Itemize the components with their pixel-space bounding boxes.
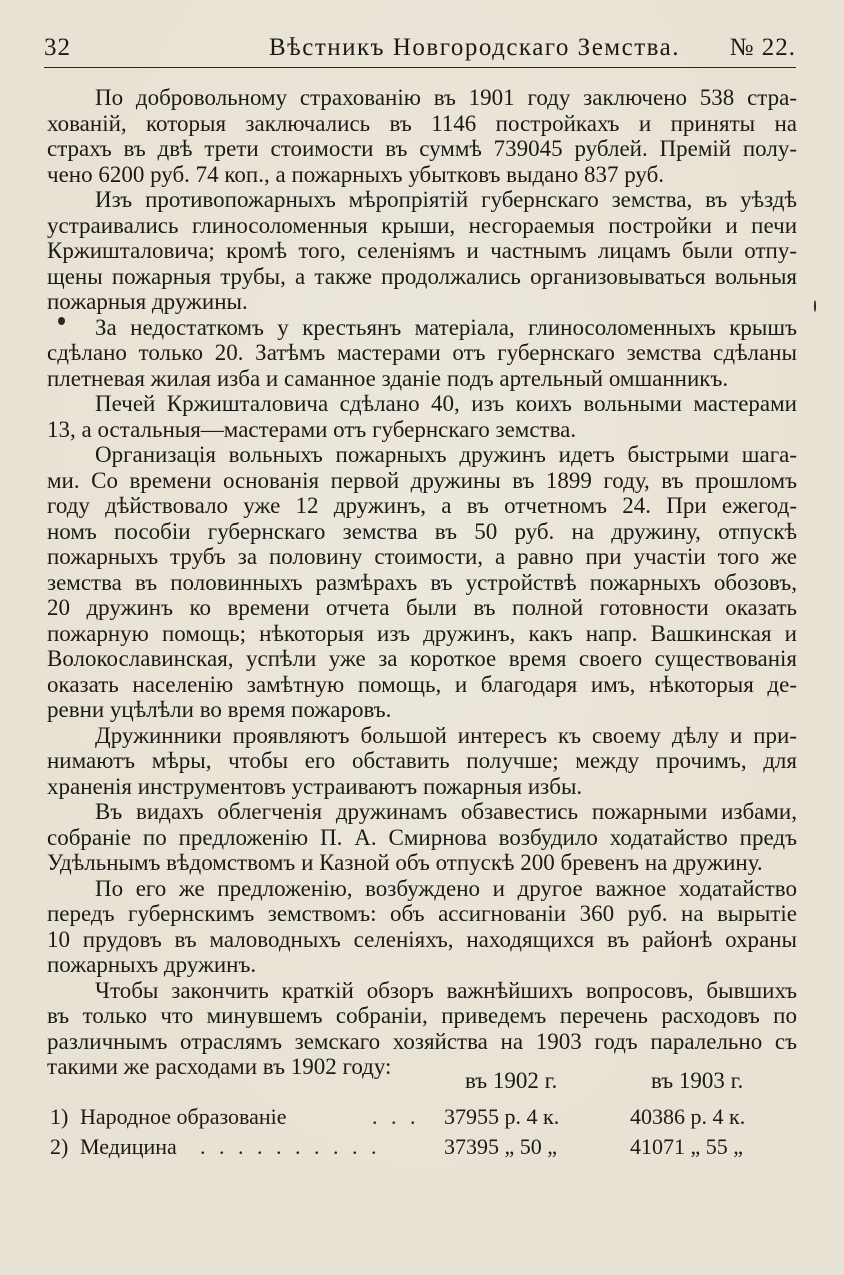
text-line: различнымъ отраслямъ земскаго хозяйства на 1903 годъ паралельно съ xyxy=(47,1028,797,1054)
text-line: пожарную помощь; нѣкоторыя изъ дружинъ, какъ напр. Вашкинская и xyxy=(47,620,797,646)
page-number: 32 xyxy=(44,34,71,61)
text-line: оказать населенію замѣтную помощь, и благодаря имъ, нѣкоторыя де- xyxy=(47,671,797,697)
text-line: нимаютъ мѣры, чтобы его обставить получше; между прочимъ, для xyxy=(47,748,797,773)
body-text xyxy=(47,85,797,1080)
column-1902: въ 1902 г. xyxy=(465,1068,558,1093)
text-line: 10 прудовъ въ маловодныхъ селеніяхъ, находящихся въ районѣ охраны xyxy=(47,926,797,952)
text-line: году дѣйствовало уже 12 дружинъ, а въ отчетномъ 24. При ежегод- xyxy=(47,493,797,518)
issue-number: № 22. xyxy=(729,34,796,61)
print-speck xyxy=(58,317,65,325)
text-line: храненія инструментовъ устраиваютъ пожарныя избы. xyxy=(47,773,583,799)
text-line: 13, а остальныя—мастерами отъ губернскаго земства. xyxy=(47,416,577,442)
text-line: Дружинники проявляютъ большой интересъ къ своему дѣлу и при- xyxy=(95,722,797,748)
row-name: Медицина xyxy=(80,1134,177,1159)
row-value-1902: 37395 „ 50 „ xyxy=(444,1134,558,1159)
text-line: сдѣлано только 20. Затѣмъ мастерами отъ губернскаго земства сдѣланы xyxy=(47,340,797,365)
text-line: хованій, которыя заключались въ 1146 постройкахъ и приняты на xyxy=(47,110,797,136)
text-line: пожарныхъ трубъ за половину стоимости, а равно при участіи того же xyxy=(47,544,797,569)
print-speck xyxy=(814,300,816,312)
text-line: 20 дружинъ ко времени отчета были въ полной готовности оказать xyxy=(47,595,797,620)
text-line: Изъ противопожарныхъ мѣропріятій губернскаго земства, въ уѣздѣ xyxy=(95,187,797,212)
text-line: Волокославинская, успѣли уже за короткое время своего существованія xyxy=(47,646,797,671)
text-line: номъ пособіи губернскаго земства въ 50 руб. на дружину, отпускѣ xyxy=(47,518,797,544)
text-line: передъ губернскимъ земствомъ: объ ассигнованіи 360 руб. на вырытіе xyxy=(47,901,797,926)
row-value-1903: 40386 р. 4 к. xyxy=(630,1104,746,1129)
row-leader-dots: . . . xyxy=(372,1104,420,1129)
text-line: пожарныхъ дружинъ. xyxy=(47,952,257,977)
running-header xyxy=(44,34,796,70)
text-line: Печей Кржишталовича сдѣлано 40, изъ коихъ вольными мастерами xyxy=(95,391,797,416)
table-row xyxy=(50,1104,800,1132)
text-line: плетневая жилая изба и саманное зданіе подъ артельный омшанникъ. xyxy=(47,365,729,391)
row-leader-dots: . . . . . . . . . . xyxy=(200,1134,381,1159)
table-row xyxy=(50,1134,800,1162)
text-line: чено 6200 руб. 74 коп., а пожарныхъ убытковъ выдано 837 руб. xyxy=(47,161,665,187)
row-number: 1) xyxy=(50,1104,69,1129)
text-line: За недостаткомъ у крестьянъ матеріала, глиносоломенныхъ крышъ xyxy=(95,314,797,340)
text-line: пожарныя дружины. xyxy=(47,289,248,314)
text-line: такими же расходами въ 1902 году: xyxy=(47,1054,392,1079)
text-line: страхъ въ двѣ трети стоимости въ суммѣ 739045 рублей. Премій полу- xyxy=(47,136,797,161)
column-1903: въ 1903 г. xyxy=(651,1068,744,1093)
text-line: ревни уцѣлѣли во время пожаровъ. xyxy=(47,697,392,722)
text-line: въ только что минувшемъ собраніи, приведемъ перечень расходовъ по xyxy=(47,1003,797,1028)
journal-title: Вѣстникъ Новгородскаго Земства. xyxy=(269,34,680,61)
text-line: щены пожарныя трубы, а также продолжались организовываться вольныя xyxy=(47,263,797,289)
text-line: Кржишталовича; кромѣ того, селеніямъ и частнымъ лицамъ были отпу- xyxy=(47,238,797,263)
text-line: По добровольному страхованію въ 1901 году заключено 538 стра- xyxy=(95,85,797,110)
expense-table-header xyxy=(465,1068,800,1098)
text-line: ми. Со времени основанія первой дружины въ 1899 году, въ прошломъ xyxy=(47,467,797,493)
text-line: Удѣльнымъ вѣдомствомъ и Казной объ отпускѣ 200 бревенъ на дружину. xyxy=(47,850,763,875)
row-number: 2) xyxy=(50,1134,69,1159)
text-line: Организація вольныхъ пожарныхъ дружинъ идетъ быстрыми шага- xyxy=(95,442,797,467)
row-name: Народное образованіе xyxy=(80,1104,287,1129)
text-line: устраивались глиносоломенныя крыши, несгораемыя постройки и печи xyxy=(47,212,797,238)
row-value-1902: 37955 р. 4 к. xyxy=(444,1104,560,1129)
text-line: Чтобы закончить краткій обзоръ важнѣйшихъ вопросовъ, бывшихъ xyxy=(95,977,797,1003)
header-rule xyxy=(44,67,796,68)
text-line: собраніе по предложенію П. А. Смирнова возбудило ходатайство предъ xyxy=(47,824,797,850)
text-line: Въ видахъ облегченія дружинамъ обзавестись пожарными избами, xyxy=(95,799,797,824)
text-line: земства въ половинныхъ размѣрахъ въ устройствѣ пожарныхъ обозовъ, xyxy=(47,569,797,595)
text-line: По его же предложенію, возбуждено и другое важное ходатайство xyxy=(95,875,797,901)
row-value-1903: 41071 „ 55 „ xyxy=(630,1134,744,1159)
